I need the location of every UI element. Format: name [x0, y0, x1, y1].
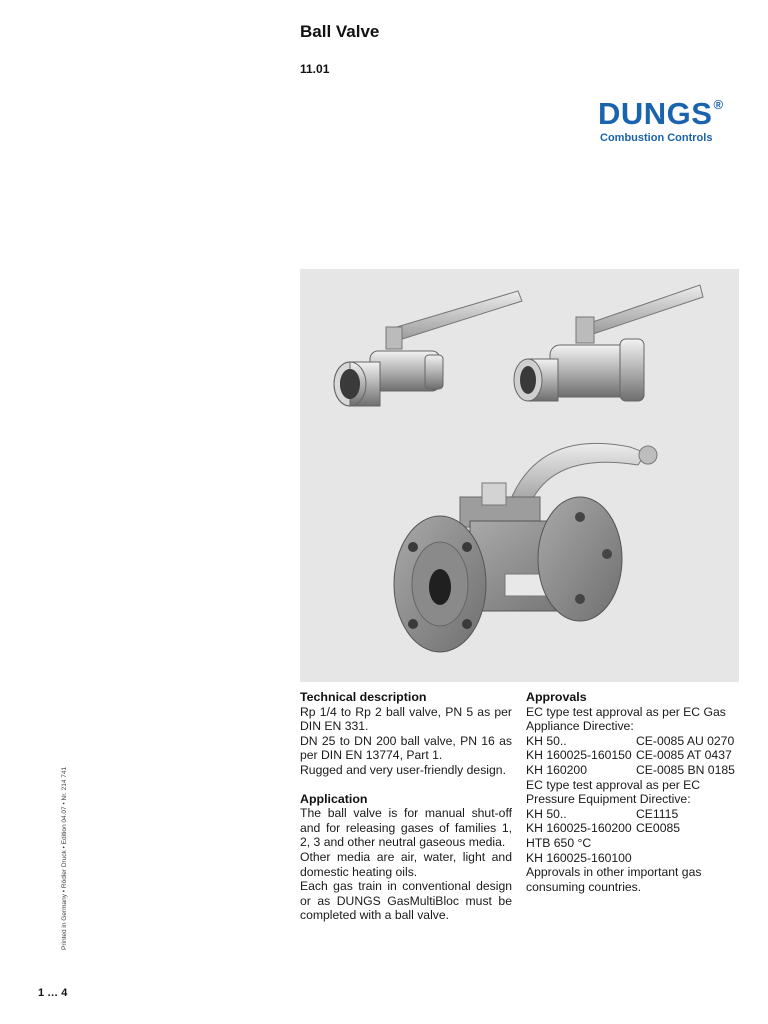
other-approvals-text: Approvals in other important gas consuming countries.: [526, 865, 702, 894]
approval-model: KH 160025-160150: [526, 748, 632, 763]
approval-model: KH 160200: [526, 762, 587, 777]
small-ball-valve-right: [514, 285, 703, 401]
product-photo: [300, 269, 739, 682]
application-heading: Application: [300, 791, 368, 806]
dungs-logo: [598, 98, 724, 144]
print-info: Printed in Germany • Rödler Druck • Edition 04.07 • Nr. 214 741: [61, 766, 68, 950]
document-number: 11.01: [300, 62, 330, 76]
logo-registered-mark: ®: [713, 97, 724, 112]
technical-description-heading: Technical description: [300, 690, 427, 704]
gas-directive-text: EC type test approval as per EC Gas Appliance Directive:: [526, 704, 726, 734]
approval-code: CE-0085 AU 0270: [636, 733, 735, 748]
approval-row: [526, 734, 738, 749]
small-ball-valve-left: [334, 291, 522, 406]
pressure-directive-text: EC type test approval as per EC Pressure Equipment Directive:: [526, 777, 701, 807]
approval-row: [526, 821, 738, 836]
approvals-heading: Approvals: [526, 690, 587, 704]
application-paragraph: The ball valve is for manual shut-off and for releasing gases of families 1, 2, 3 and other neutral gaseous media.: [300, 806, 512, 850]
page-number: 1 … 4: [38, 987, 68, 999]
page-title: Ball Valve: [300, 22, 380, 41]
application-paragraph: Other media are air, water, light and domestic heating oils.: [300, 849, 512, 879]
approval-code: CE1115: [636, 806, 679, 821]
application-paragraph: Each gas train in conventional design or as DUNGS GasMultiBloc must be completed with a ball valve.: [300, 879, 512, 923]
approval-row: [526, 748, 738, 763]
technical-paragraph: DN 25 to DN 200 ball valve, PN 16 as per DIN EN 13774, Part 1.: [300, 733, 512, 763]
approval-code: CE-0085 BN 0185: [636, 762, 735, 777]
flanged-ball-valve: [394, 443, 657, 652]
approval-model: KH 50..: [526, 806, 567, 821]
left-column: [300, 690, 512, 923]
approval-row: [526, 807, 738, 822]
logo-tagline: Combustion Controls: [600, 132, 713, 144]
approval-model: KH 160025-160200: [526, 821, 632, 836]
htb-model: KH 160025-160100: [526, 850, 632, 865]
technical-paragraph: Rugged and very user-friendly design.: [300, 762, 506, 777]
approval-row: [526, 763, 738, 778]
technical-paragraph: Rp 1/4 to Rp 2 ball valve, PN 5 as per DIN EN 331.: [300, 704, 512, 734]
approval-model: KH 50..: [526, 733, 567, 748]
htb-text: HTB 650 °C: [526, 835, 592, 850]
approval-code: CE-0085 AT 0437: [636, 748, 732, 763]
approval-code: CE0085: [636, 821, 681, 836]
logo-brand: DUNGS: [598, 96, 713, 131]
right-column: [526, 690, 738, 894]
